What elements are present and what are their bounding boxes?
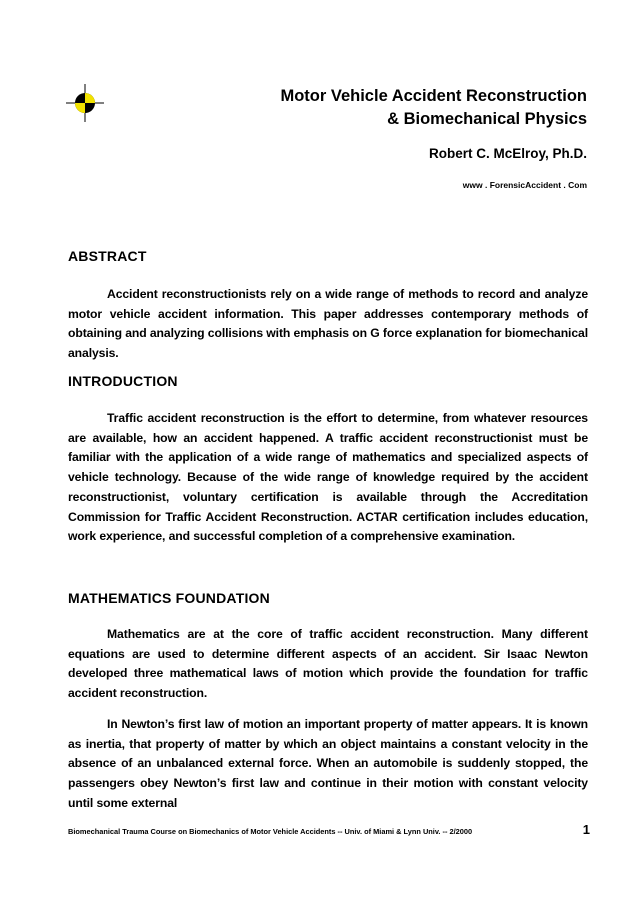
paper-title-line-2: & Biomechanical Physics: [387, 110, 587, 128]
author-name: Robert C. McElroy, Ph.D.: [428, 146, 587, 161]
page-footer: Biomechanical Trauma Course on Biomechanics of Motor Vehicle Accidents -- Univ. of Miami & Lynn Univ. -- 2/2000: [68, 827, 473, 836]
mathematics-paragraph-1: Mathematics are at the core of traffic accident reconstruction. Many different equations are used to determine different aspects of an accident. Sir Isaac Newton developed three mathematical laws of motion which provide the foundation for traffic accident reconstruction.: [68, 627, 588, 701]
page-number: 1: [582, 822, 590, 837]
introduction-heading: INTRODUCTION: [68, 373, 178, 389]
introduction-paragraph: Traffic accident reconstruction is the effort to determine, from whatever resources are available, how an accident happened. A traffic accident reconstructionist must be familiar with the application of a wide range of mathematics and specialized aspects of vehicle technology. Because of the wide range of knowledge required by the accident reconstructionist, voluntary certification is available through the Accreditation Commission for Traffic Accident Reconstruction. ACTAR certification includes education, work experience, and successful completion of a comprehensive examination.: [68, 411, 588, 544]
mathematics-paragraph-2: In Newton’s first law of motion an important property of matter appears. It is known as inertia, that property of matter by which an object maintains a constant velocity in the absence of an unbalanced external force. When an automobile is suddenly stopped, the passengers obey Newton’s first law and continue in their motion with constant velocity until some external: [68, 717, 588, 810]
paper-title-line-1: Motor Vehicle Accident Reconstruction: [280, 87, 587, 105]
abstract-paragraph: Accident reconstructionists rely on a wide range of methods to record and analyze motor vehicle accident information. This paper addresses contemporary methods of obtaining and analyzing collisions with emphasis on G force explanation for biomechanical analysis.: [68, 287, 588, 361]
mathematics-heading: MATHEMATICS FOUNDATION: [68, 590, 270, 606]
crash-test-target-icon: [66, 84, 104, 122]
abstract-heading: ABSTRACT: [68, 248, 147, 264]
website-url: www . ForensicAccident . Com: [462, 180, 587, 190]
